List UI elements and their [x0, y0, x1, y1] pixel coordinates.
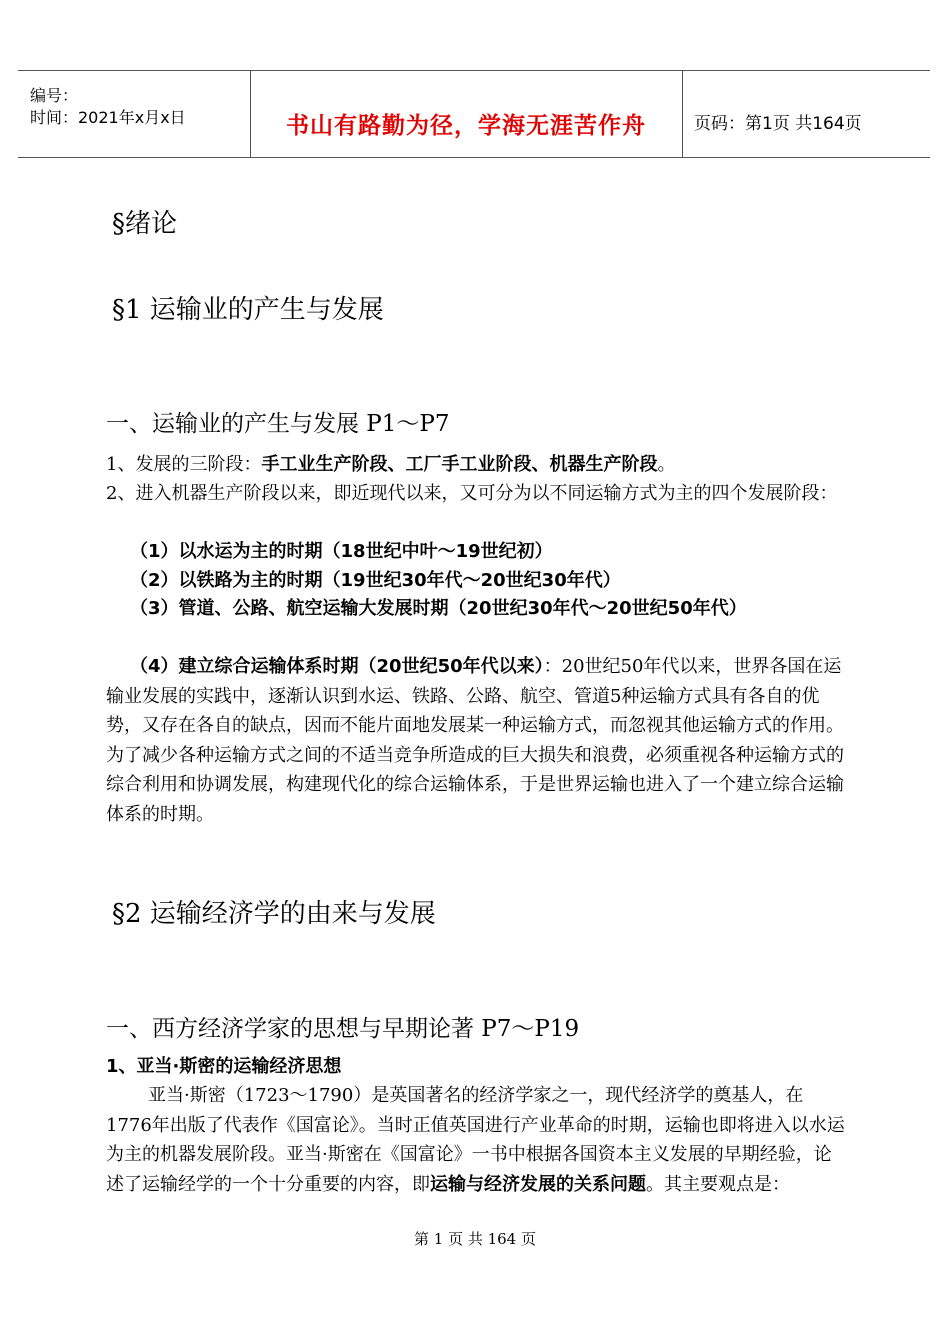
- stages-prefix: 1、发展的三阶段：: [106, 454, 262, 475]
- header-page-cell: [682, 71, 930, 157]
- document-date-label: 时间：2021年x月x日: [30, 108, 186, 127]
- intro-title: §绪论: [112, 209, 178, 239]
- stage-4-bold: （4）建立综合运输体系时期（20世纪50年代以来）: [130, 656, 544, 677]
- stage-4-text: ：20世纪50年代以来，世界各国在运输业发展的实践中，逐渐认识到水运、铁路、公路、航空、管道5种运输方式具有各自的优势，又存在各自的缺点，因而不能片面地发展某一种运输方式，而忽视其他运输方式的作用。为了减少各种运输方式之间的不适当竞争所造成的巨大损失和浪费，必须重视各种运输方式的综合利用和协调发展，构建现代化的综合运输体系，于是世界运输也进入了一个建立综合运输体系的时期。: [106, 656, 844, 825]
- stages-suffix: 。: [657, 454, 676, 475]
- stage-1: [106, 537, 848, 567]
- section-2-heading: 一、西方经济学家的思想与早期论著 P7～P19: [106, 1016, 580, 1042]
- stage-3: [106, 594, 848, 624]
- header-motto-cell: [250, 71, 683, 157]
- section-1-heading: 一、运输业的产生与发展 P1～P7: [106, 411, 450, 437]
- stages-bold: 手工业生产阶段、工厂手工业阶段、机器生产阶段: [261, 454, 658, 475]
- stage-4: [106, 652, 848, 829]
- header-page-info: 页码：第1页 共164页: [694, 114, 862, 134]
- section-1-title: §1 运输业的产生与发展: [112, 295, 384, 325]
- stage-1-text: （1）以水运为主的时期（18世纪中叶～19世纪初）: [130, 541, 553, 562]
- adam-smith-paragraph: [106, 1081, 848, 1199]
- stage-3-text: （3）管道、公路、航空运输大发展时期（20世纪30年代～20世纪50年代）: [130, 598, 747, 619]
- section-2-title: §2 运输经济学的由来与发展: [112, 899, 436, 929]
- adam-smith-title-text: 1、亚当·斯密的运输经济思想: [106, 1056, 342, 1077]
- adam-smith-text: 亚当·斯密（1723～1790）是英国著名的经济学家之一，现代经济学的奠基人，在1776年出版了代表作《国富论》。当时正值英国进行产业革命的时期，运输也即将进入以水运为主的机器发展阶段。亚当·斯密在《国富论》一书中根据各国资本主义发展的早期经验，论述了运输经学的一个十分重要的内容，即: [106, 1085, 845, 1195]
- paragraph-stages: [106, 450, 848, 480]
- header-motto: 书山有路勤为径，学海无涯苦作舟: [286, 113, 646, 139]
- adam-smith-title: [106, 1052, 848, 1082]
- page-footer: 第 1 页 共 164 页: [413, 1230, 536, 1248]
- page-header: [18, 70, 930, 158]
- paragraph-modern: 2、进入机器生产阶段以来，即近现代以来，又可分为以不同运输方式为主的四个发展阶段：: [106, 483, 838, 504]
- stage-2: [106, 566, 848, 596]
- stage-2-text: （2）以铁路为主的时期（19世纪30年代～20世纪30年代）: [130, 570, 621, 591]
- header-meta-cell: [18, 71, 251, 157]
- document-number-label: 编号：: [30, 86, 79, 105]
- adam-smith-bold: 运输与经济发展的关系问题: [430, 1173, 646, 1195]
- adam-smith-end: 。其主要观点是：: [646, 1173, 790, 1195]
